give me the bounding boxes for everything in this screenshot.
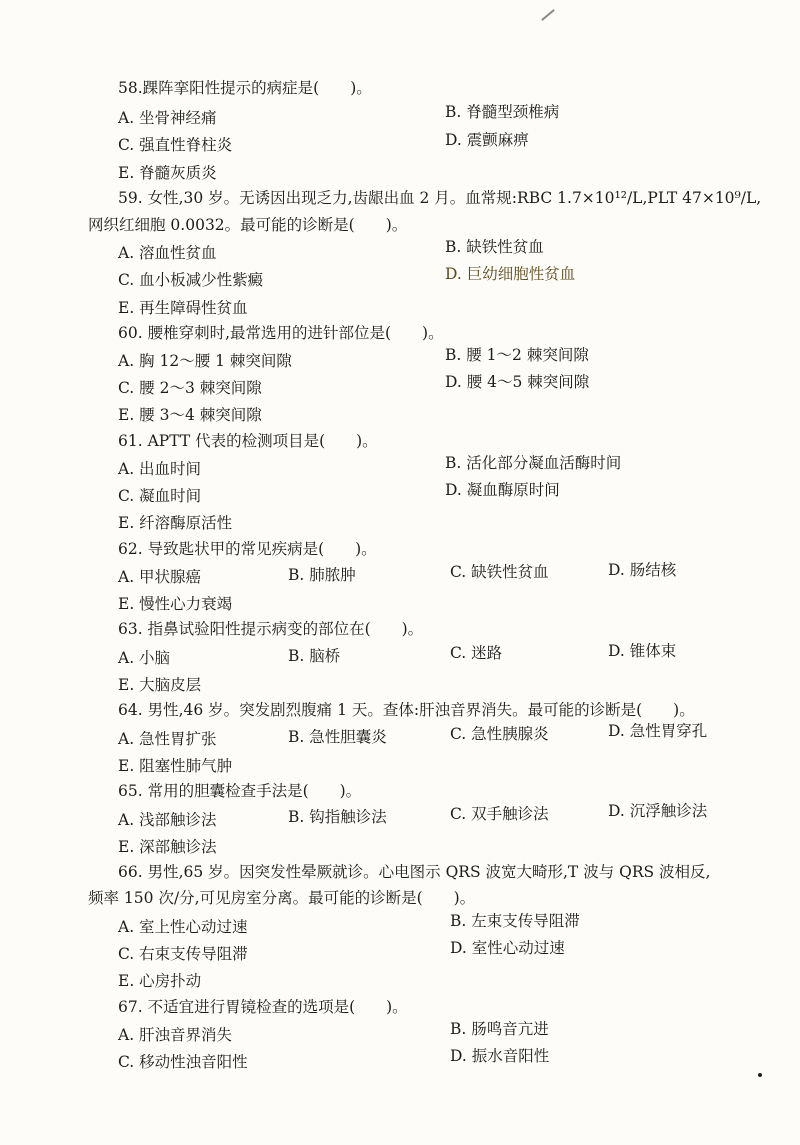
- question-64-option-b: B. 急性胆囊炎: [288, 728, 387, 746]
- question-64-stem: 64. 男性,46 岁。突发剧烈腹痛 1 天。查体:肝浊音界消失。最可能的诊断是( )。: [118, 701, 695, 719]
- question-60-option-b: B. 腰 1～2 棘突间隙: [445, 346, 589, 364]
- question-63-option-a: A. 小脑: [118, 649, 171, 667]
- question-64-option-a: A. 急性胃扩张: [118, 730, 217, 748]
- question-66-option-c: C. 右束支传导阻滞: [118, 945, 248, 963]
- question-62-option-a: A. 甲状腺癌: [118, 568, 202, 586]
- question-59-stem-line2: 网织红细胞 0.0032。最可能的诊断是( )。: [88, 216, 408, 234]
- question-65-stem: 65. 常用的胆囊检查手法是( )。: [118, 782, 362, 800]
- question-67-stem: 67. 不适宜进行胃镜检查的选项是( )。: [118, 998, 408, 1016]
- question-62-stem: 62. 导致匙状甲的常见疾病是( )。: [118, 540, 377, 558]
- question-58-option-e: E. 脊髓灰质炎: [118, 164, 217, 182]
- question-59-option-d: D. 巨幼细胞性贫血: [445, 265, 576, 283]
- question-66-option-b: B. 左束支传导阻滞: [450, 912, 580, 930]
- question-64-option-e: E. 阻塞性肺气肿: [118, 757, 233, 775]
- question-61-option-d: D. 凝血酶原时间: [445, 481, 560, 499]
- question-59-option-c: C. 血小板减少性紫癜: [118, 271, 264, 289]
- question-62-option-c: C. 缺铁性贫血: [450, 563, 549, 581]
- question-65-option-c: C. 双手触诊法: [450, 805, 549, 823]
- question-67-option-b: B. 肠鸣音亢进: [450, 1020, 549, 1038]
- question-67-option-a: A. 肝浊音界消失: [118, 1026, 233, 1044]
- question-58-stem: 58.踝阵挛阳性提示的病症是( )。: [118, 79, 372, 97]
- question-61-option-e: E. 纤溶酶原活性: [118, 514, 233, 532]
- question-64-option-d: D. 急性胃穿孔: [608, 722, 708, 740]
- question-62-option-e: E. 慢性心力衰竭: [118, 595, 233, 613]
- question-65-option-e: E. 深部触诊法: [118, 838, 217, 856]
- question-65-option-d: D. 沉浮触诊法: [608, 802, 708, 820]
- question-58-option-b: B. 脊髓型颈椎病: [445, 103, 560, 121]
- question-59-option-b: B. 缺铁性贫血: [445, 238, 544, 256]
- question-67-option-c: C. 移动性浊音阳性: [118, 1053, 248, 1071]
- question-60-option-c: C. 腰 2～3 棘突间隙: [118, 379, 262, 397]
- question-60-stem: 60. 腰椎穿刺时,最常选用的进针部位是( )。: [118, 324, 444, 342]
- question-58-option-d: D. 震颤麻痹: [445, 131, 529, 149]
- question-66-option-a: A. 室上性心动过速: [118, 918, 248, 936]
- question-59-option-a: A. 溶血性贫血: [118, 244, 217, 262]
- question-67-option-d: D. 振水音阳性: [450, 1047, 550, 1065]
- question-66-option-d: D. 室性心动过速: [450, 939, 565, 957]
- page-dot: [758, 1073, 762, 1077]
- question-60-option-e: E. 腰 3～4 棘突间隙: [118, 406, 262, 424]
- question-58-option-c: C. 强直性脊柱炎: [118, 136, 233, 154]
- question-61-stem: 61. APTT 代表的检测项目是( )。: [118, 432, 378, 450]
- question-66-stem-line2: 频率 150 次/分,可见房室分离。最可能的诊断是( )。: [88, 889, 476, 907]
- question-59-stem-line1: 59. 女性,30 岁。无诱因出现乏力,齿龈出血 2 月。血常规:RBC 1.7×10¹²/L,PLT 47×10⁹/L,: [118, 189, 762, 207]
- question-65-option-a: A. 浅部触诊法: [118, 811, 217, 829]
- question-59-option-e: E. 再生障碍性贫血: [118, 299, 248, 317]
- question-62-option-b: B. 肺脓肿: [288, 566, 356, 584]
- question-60-option-d: D. 腰 4～5 棘突间隙: [445, 373, 590, 391]
- question-62-option-d: D. 肠结核: [608, 561, 677, 579]
- question-61-option-c: C. 凝血时间: [118, 487, 202, 505]
- question-65-option-b: B. 钩指触诊法: [288, 808, 387, 826]
- question-66-stem-line1: 66. 男性,65 岁。因突发性晕厥就诊。心电图示 QRS 波宽大畸形,T 波与 QRS 波相反,: [118, 863, 711, 881]
- question-63-option-d: D. 锥体束: [608, 642, 677, 660]
- question-61-option-b: B. 活化部分凝血活酶时间: [445, 454, 622, 472]
- pen-mark: [541, 9, 555, 21]
- question-60-option-a: A. 胸 12～腰 1 棘突间隙: [118, 352, 292, 370]
- question-63-option-b: B. 脑桥: [288, 647, 341, 665]
- question-61-option-a: A. 出血时间: [118, 460, 202, 478]
- question-63-stem: 63. 指鼻试验阳性提示病变的部位在( )。: [118, 620, 424, 638]
- question-63-option-c: C. 迷路: [450, 644, 503, 662]
- question-66-option-e: E. 心房扑动: [118, 972, 202, 990]
- question-58-option-a: A. 坐骨神经痛: [118, 109, 217, 127]
- question-63-option-e: E. 大脑皮层: [118, 676, 202, 694]
- question-64-option-c: C. 急性胰腺炎: [450, 725, 549, 743]
